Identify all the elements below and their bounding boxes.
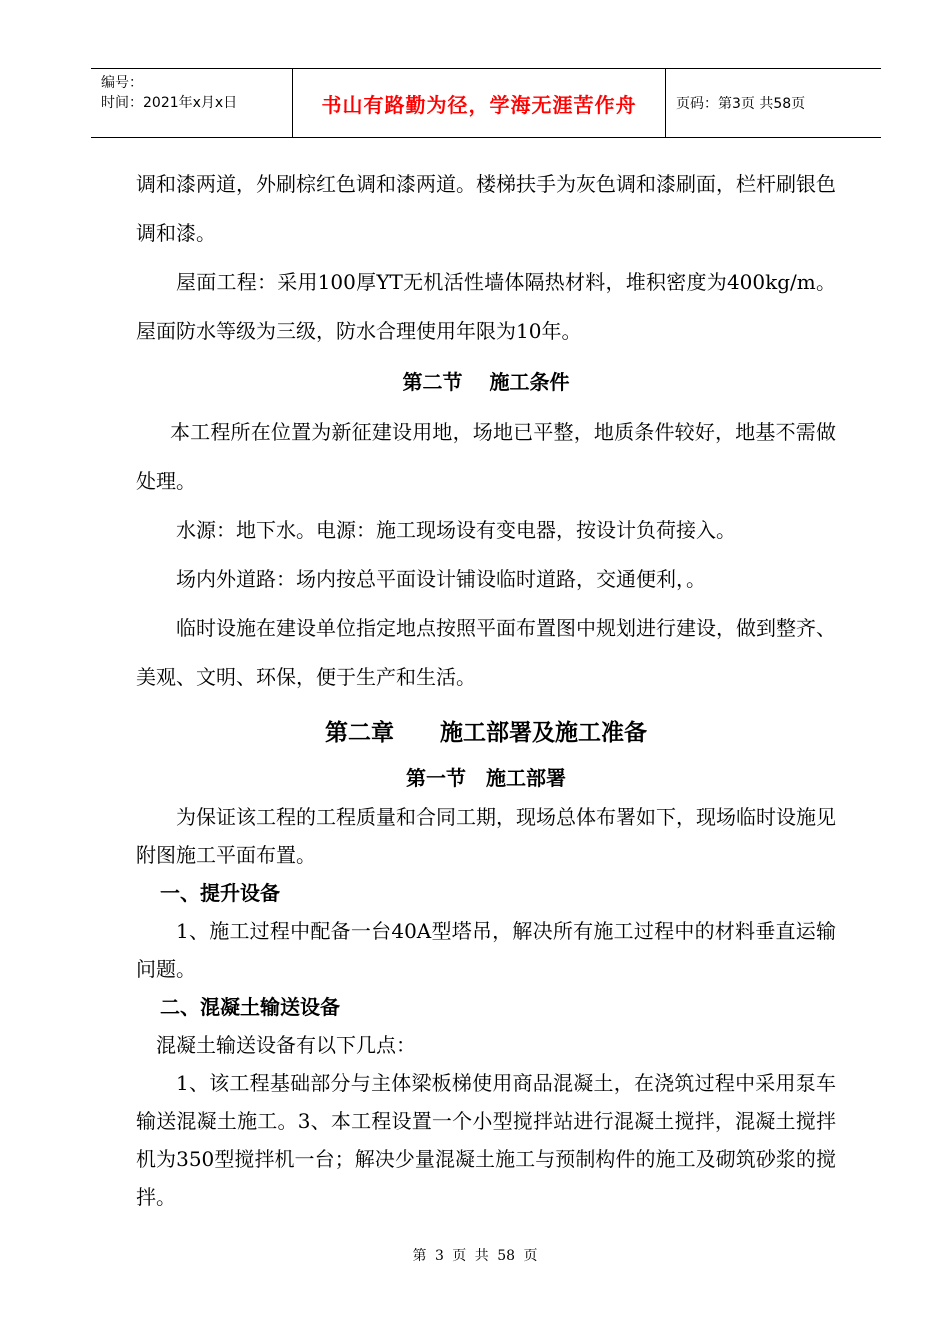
header-page-label: 页码：第3页 共58页 [676, 96, 806, 112]
chapter-title: 第二章 施工部署及施工准备 [325, 720, 647, 746]
page-footer: 第 3 页 共 58 页 [412, 1248, 538, 1264]
subheading: 二、混凝土输送设备 [160, 995, 340, 1019]
paragraph: 调和漆两道，外刷棕红色调和漆两道。楼梯扶手为灰色调和漆刷面，栏杆刷银色调和漆。 [136, 172, 836, 245]
paragraph: 场内外道路：场内按总平面设计铺设临时道路，交通便利，。 [176, 567, 706, 591]
document-body [136, 160, 836, 1216]
paragraph: 为保证该工程的工程质量和合同工期，现场总体布署如下，现场临时设施见附图施工平面布置。 [136, 805, 836, 867]
paragraph: 水源：地下水。电源：施工现场设有变电器，按设计负荷接入。 [176, 518, 736, 542]
paragraph: 1、该工程基础部分与主体梁板梯使用商品混凝土，在浇筑过程中采用泵车输送混凝土施工。3、本工程设置一个小型搅拌站进行混凝土搅拌，混凝土搅拌机为350型搅拌机一台；解决少量混凝土施工与预制构件的施工及砌筑砂浆的搅拌。 [136, 1071, 836, 1209]
paragraph: 临时设施在建设单位指定地点按照平面布置图中规划进行建设，做到整齐、美观、文明、环保，便于生产和生活。 [136, 616, 836, 689]
section-title: 第二节 施工条件 [402, 370, 570, 394]
paragraph: 1、施工过程中配备一台40A型塔吊，解决所有施工过程中的材料垂直运输问题。 [136, 919, 836, 981]
number-label: 编号： [101, 75, 143, 91]
subheading: 一、提升设备 [160, 881, 280, 905]
header-motto: 书山有路勤为径，学海无涯苦作舟 [293, 69, 666, 137]
paragraph: 本工程所在位置为新征建设用地，场地已平整，地质条件较好，地基不需做处理。 [136, 420, 836, 493]
section-title: 第一节 施工部署 [406, 766, 566, 790]
paragraph: 屋面工程：采用100厚YT无机活性墙体隔热材料，堆积密度为400kg/m。屋面防水等级为三级，防水合理使用年限为10年。 [136, 270, 836, 343]
header-meta [91, 69, 293, 137]
time-label: 时间：2021年x月x日 [101, 95, 238, 111]
paragraph: 混凝土输送设备有以下几点： [156, 1033, 416, 1057]
page-header [91, 68, 881, 138]
